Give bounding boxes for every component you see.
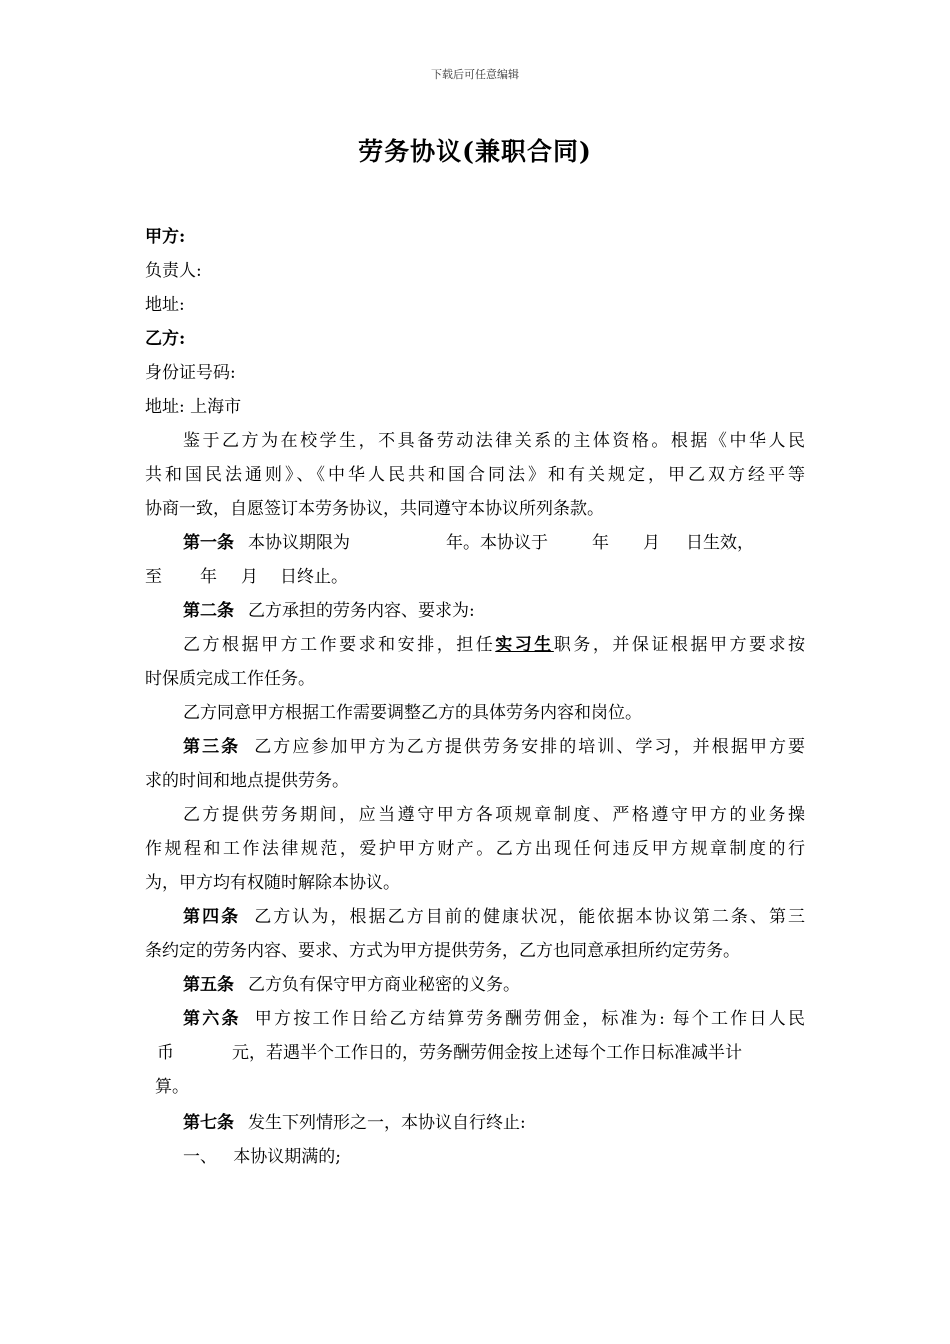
article-5-label: 第五条 — [183, 975, 234, 995]
article-5-text: 乙方负有保守甲方商业秘密的义务。 — [248, 975, 520, 995]
article-3-cont: 求的时间和地点提供劳务。 — [145, 771, 349, 791]
page-header-note: 下载后可任意编辑 — [431, 68, 519, 81]
article-1-effective: 日生效， — [686, 533, 754, 553]
article-2 — [145, 594, 805, 628]
article-4 — [145, 900, 805, 934]
article-3-label: 第三条 — [183, 737, 241, 757]
article-1 — [145, 526, 805, 560]
party-a-label: 甲方: — [145, 227, 186, 247]
article-1-start: 年。本协议于 — [446, 533, 548, 553]
article-2-p1-before: 乙方根据甲方工作要求和安排，担任 — [183, 635, 496, 655]
article-6-end: 算。 — [155, 1077, 189, 1097]
article-4-cont: 条约定的劳务内容、要求、方式为甲方提供劳务，乙方也同意承担所约定劳务。 — [145, 941, 740, 961]
article-1-end — [145, 560, 805, 594]
article-1-end-day: 日终止。 — [280, 567, 348, 587]
article-7-label: 第七条 — [183, 1113, 234, 1133]
article-2-p1-after: 职务，并保证根据甲方要求按 — [553, 635, 806, 655]
article-1-to: 至 — [145, 567, 162, 587]
article-6-text: 甲方按工作日给乙方结算劳务酬劳佣金，标准为: 每个工作日人民 — [254, 1009, 805, 1029]
article-6-label: 第六条 — [183, 1009, 241, 1029]
article-1-end-month: 月 — [241, 567, 258, 587]
article-1-term: 本协议期限为 — [248, 533, 350, 553]
party-b-address: 地址: 上海市 — [145, 397, 242, 417]
article-5 — [145, 968, 805, 1002]
article-2-role: 实习生 — [495, 635, 554, 655]
article-7-text: 发生下列情形之一，本协议自行终止: — [248, 1113, 526, 1133]
article-6 — [145, 1002, 805, 1036]
article-6-cont — [145, 1036, 805, 1070]
article-7 — [145, 1106, 805, 1140]
article-3-paragraph-line-3: 为，甲方均有权随时解除本协议。 — [145, 873, 400, 893]
article-4-label: 第四条 — [183, 907, 241, 927]
article-4-text: 乙方认为，根据乙方目前的健康状况，能依据本协议第二条、第三 — [254, 907, 806, 927]
article-3-paragraph-line-2: 作规程和工作法律规范，爱护甲方财产。乙方出现任何违反甲方规章制度的行 — [145, 839, 805, 859]
party-b-id-number: 身份证号码: — [145, 363, 236, 383]
article-2-paragraph-1 — [145, 628, 805, 662]
preamble-line-2: 共和国民法通则》、《中华人民共和国合同法》和有关规定，甲乙双方经平等 — [145, 465, 805, 485]
article-1-end-year: 年 — [200, 567, 217, 587]
article-1-month: 月 — [643, 533, 660, 553]
article-2-paragraph-1-cont: 时保质完成工作任务。 — [145, 669, 315, 689]
document-title: 劳务协议(兼职合同) — [358, 137, 592, 166]
article-2-paragraph-2: 乙方同意甲方根据工作需要调整乙方的具体劳务内容和岗位。 — [183, 703, 642, 723]
article-3-text: 乙方应参加甲方为乙方提供劳务安排的培训、学习，并根据甲方要 — [254, 737, 806, 757]
party-a-address: 地址: — [145, 295, 185, 315]
article-3 — [145, 730, 805, 764]
article-1-year: 年 — [592, 533, 609, 553]
party-b-label: 乙方: — [145, 329, 186, 349]
article-6-rate-text: 元，若遇半个工作日的，劳务酬劳佣金按上述每个工作日标准减半计 — [232, 1043, 742, 1063]
article-2-text: 乙方承担的劳务内容、要求为: — [248, 601, 475, 621]
article-2-label: 第二条 — [183, 601, 234, 621]
article-1-label: 第一条 — [183, 533, 234, 553]
preamble-line-1: 鉴于乙方为在校学生，不具备劳动法律关系的主体资格。根据《中华人民 — [183, 431, 805, 451]
party-a-responsible: 负责人: — [145, 261, 202, 281]
article-6-currency: 币 — [157, 1043, 174, 1063]
preamble-line-3: 协商一致，自愿签订本劳务协议，共同遵守本协议所列条款。 — [145, 499, 604, 519]
document-body — [145, 220, 805, 1174]
article-7-item-1: 一、 本协议期满的; — [183, 1147, 341, 1167]
article-3-paragraph-line-1: 乙方提供劳务期间，应当遵守甲方各项规章制度、严格遵守甲方的业务操 — [183, 805, 805, 825]
